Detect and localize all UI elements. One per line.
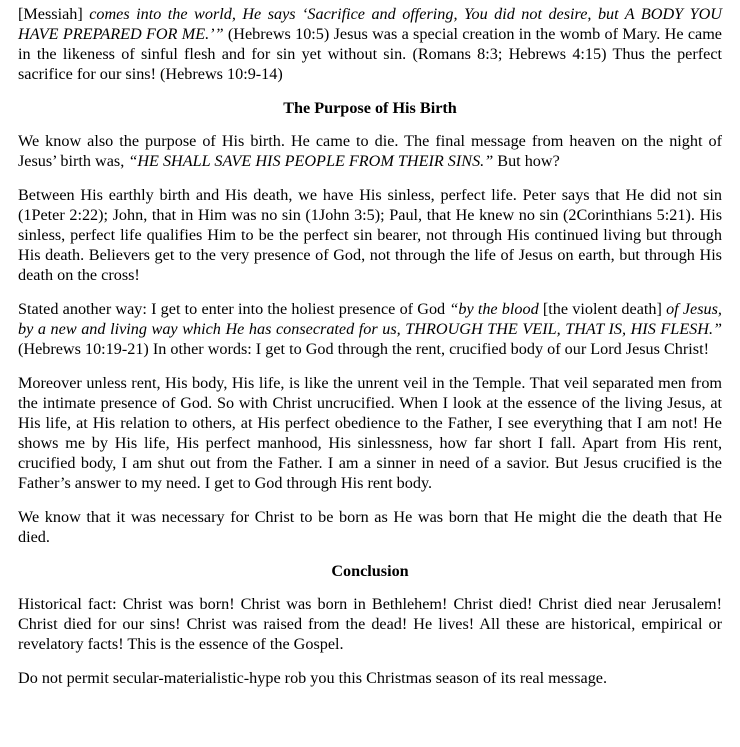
paragraph-messiah-quote: comes into the world, He says ‘Sacrifice and offering, You did not desire, but A BODY YOU HAVE PREPARED FOR ME.’” bbox=[18, 5, 722, 43]
paragraph-stated-quote-1: “by the blood bbox=[449, 300, 539, 318]
paragraph-messiah-bracket: [Messiah] bbox=[18, 5, 90, 23]
paragraph-stated-quote-2: of Jesus, by a new and living way which He has consecrated for us, THROUGH THE VEIL, THAT IS, HIS FLESH.” bbox=[18, 300, 722, 338]
paragraph-purpose bbox=[18, 131, 722, 171]
paragraph-historical-fact: Historical fact: Christ was born! Christ was born in Bethlehem! Christ died! Christ died near Jerusalem! Christ died for our sins! Christ was raised from the dead! He lives! All these are historical, empirical or revelatory facts! This is the essence of the Gospel. bbox=[18, 595, 722, 653]
paragraph-purpose-text: We know also the purpose of His birth. He came to die. The final message from heaven on the night of Jesus’ birth was, bbox=[18, 132, 722, 170]
heading-purpose-of-birth: The Purpose of His Birth bbox=[283, 99, 457, 117]
paragraph-messiah-rest: (Hebrews 10:5) Jesus was a special creation in the womb of Mary. He came in the likeness of sinful flesh and for sin yet without sin. (Romans 8:3; Hebrews 4:15) Thus the perfect sacrifice for our sins! (Hebrews 10:9-14) bbox=[18, 25, 722, 83]
paragraph-stated-text: Stated another way: I get to enter into the holiest presence of God bbox=[18, 300, 450, 318]
paragraph-necessary-birth: We know that it was necessary for Christ to be born as He was born that He might die the death that He died. bbox=[18, 508, 722, 546]
paragraph-messiah bbox=[18, 4, 722, 84]
paragraph-closing: Do not permit secular-materialistic-hype rob you this Christmas season of its real message. bbox=[18, 669, 608, 687]
paragraph-stated-another-way bbox=[18, 299, 722, 359]
paragraph-stated-bracket: [the violent death] bbox=[538, 300, 667, 318]
paragraph-stated-end: (Hebrews 10:19-21) In other words: I get to God through the rent, crucified body of our Lord Jesus Christ! bbox=[18, 340, 709, 358]
paragraph-unrent-veil: Moreover unless rent, His body, His life, is like the unrent veil in the Temple. That veil separated men from the intimate presence of God. So with Christ uncrucified. When I look at the essence of the living Jesus, at His life, at His relation to others, at His perfect obedience to the Father, I see everything that I am not! He shows me by His life, His perfect manhood, His sinlessness, how far short I fall. Apart from His rent, crucified body, I am shut out from the Father. I am a sinner in need of a savior. But Jesus crucified is the Father’s answer to my need. I get to God through His rent body. bbox=[18, 374, 722, 492]
paragraph-sinless-life: Between His earthly birth and His death, we have His sinless, perfect life. Peter says that He did not sin (1Peter 2:22); John, that in Him was no sin (1John 3:5); Paul, that He knew no sin (2Corinthians 5:21). His sinless, perfect life qualifies Him to be the perfect sin bearer, not through His continued living but through His death. Believers get to the very presence of God, not through the life of Jesus on earth, but through His death on the cross! bbox=[18, 186, 722, 284]
paragraph-purpose-quote: “HE SHALL SAVE HIS PEOPLE FROM THEIR SINS.” bbox=[128, 152, 494, 170]
heading-conclusion: Conclusion bbox=[331, 562, 409, 580]
paragraph-purpose-end: But how? bbox=[493, 152, 560, 170]
